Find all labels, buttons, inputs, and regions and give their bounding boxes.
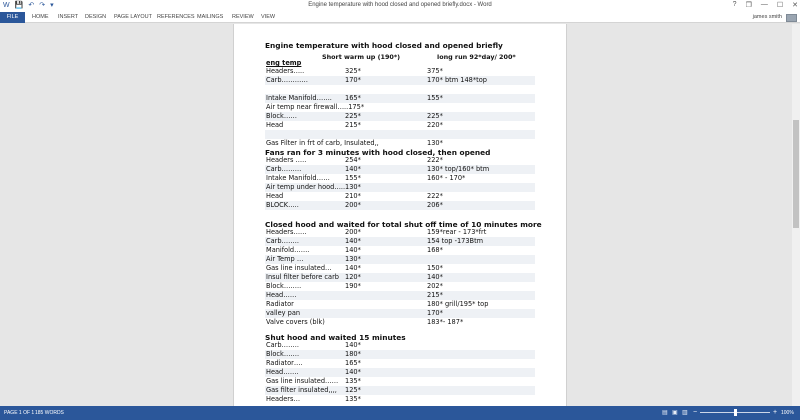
row-label: Head……. — [266, 368, 299, 376]
section4-title: Shut hood and waited 15 minutes — [265, 333, 406, 342]
minimize-icon[interactable]: — — [760, 1, 768, 8]
table-row — [265, 291, 535, 300]
table-row — [265, 192, 535, 201]
row-value-long: 170* btm 148*top — [427, 76, 487, 84]
table-row — [265, 85, 535, 94]
row-value-long: 130* — [427, 139, 443, 147]
row-value-long: 170* — [427, 309, 443, 317]
row-value-short: 254* — [345, 156, 361, 164]
row-value-short: 215* — [345, 121, 361, 129]
close-icon[interactable]: ✕ — [792, 2, 798, 9]
row-label: Gas Filter in frt of carb, Insulated,, — [266, 139, 379, 147]
row-label: Carb……… — [266, 165, 302, 173]
scrollbar-thumb[interactable] — [793, 120, 799, 228]
word-app-icon: W — [3, 2, 10, 9]
table-row — [265, 67, 535, 76]
document-title: Engine temperature with hood closed and opened briefly — [265, 41, 503, 50]
table-row — [265, 368, 535, 377]
table-row — [265, 130, 535, 139]
row-label: Air temp under hood….. — [266, 183, 346, 191]
table-row — [265, 255, 535, 264]
row-value-long: 150* — [427, 264, 443, 272]
row-value-long: 160* - 170* — [427, 174, 466, 182]
row-label: Block…….. — [266, 282, 302, 290]
row-label: Air Temp … — [266, 255, 304, 263]
tab-review[interactable]: REVIEW — [232, 14, 254, 20]
table-row — [265, 341, 535, 350]
maximize-icon[interactable]: ☐ — [776, 2, 784, 9]
row-value-long: 180* grill/195* top — [427, 300, 489, 308]
redo-icon[interactable]: ↷ — [39, 2, 46, 9]
row-label: Gas filter insulated,,,, — [266, 386, 337, 394]
row-label: Headers ….. — [266, 156, 307, 164]
row-value-short: 140* — [345, 165, 361, 173]
table-row — [265, 386, 535, 395]
row-label: Headers… — [266, 395, 301, 403]
row-label: Air temp near firewall…..175* — [266, 103, 365, 111]
row-value-long: 140* — [427, 273, 443, 281]
row-value-long: 130* top/160* btm — [427, 165, 490, 173]
table-row — [265, 377, 535, 386]
row-label: Block……. — [266, 350, 300, 358]
table-row — [265, 112, 535, 121]
row-label: Radiator — [266, 300, 294, 308]
section2-title: Fans ran for 3 minutes with hood closed, then opened — [265, 148, 491, 157]
row-label: Headers….. — [266, 67, 305, 75]
tab-design[interactable]: DESIGN — [85, 14, 107, 20]
table-row — [265, 246, 535, 255]
row-label: Carb…….. — [266, 341, 299, 349]
row-label: Insul filter before carb — [266, 273, 339, 281]
row-label: Headers…… — [266, 228, 307, 236]
table-row — [265, 76, 535, 85]
web-layout-icon[interactable]: ▥ — [682, 410, 688, 416]
table-row — [265, 300, 535, 309]
row-value-short: 165* — [345, 94, 361, 102]
row-label: Valve covers (blk) — [266, 318, 325, 326]
help-icon[interactable]: ? — [732, 1, 737, 8]
row-label: Carb………… — [266, 76, 308, 84]
table-row — [265, 273, 535, 282]
row-value-short: 120* — [345, 273, 361, 281]
print-layout-icon[interactable]: ▣ — [672, 410, 678, 416]
table-row — [265, 156, 535, 165]
zoom-slider[interactable] — [700, 412, 770, 413]
row-value-short: 130* — [345, 183, 361, 191]
table-row — [265, 309, 535, 318]
row-label: Gas line insulated…… — [266, 377, 339, 385]
row-value-long: 375* — [427, 67, 443, 75]
table-row — [265, 121, 535, 130]
read-mode-icon[interactable]: ▤ — [662, 410, 668, 416]
row-value-long: 154 top -173Btm — [427, 237, 484, 245]
row-value-long: 168* — [427, 246, 443, 254]
row-value-short: 165* — [345, 359, 361, 367]
row-value-short: 210* — [345, 192, 361, 200]
window-title: Engine temperature with hood closed and opened briefly.docx - Word — [308, 2, 492, 8]
row-value-short: 140* — [345, 237, 361, 245]
page-count[interactable]: PAGE 1 OF 1 — [4, 410, 35, 416]
row-label: Manifold……. — [266, 246, 310, 254]
row-label: Head…… — [266, 291, 297, 299]
table-row — [265, 183, 535, 192]
row-label: Gas line insulated… — [266, 264, 332, 272]
zoom-slider-knob[interactable] — [734, 409, 737, 416]
row-label: Block…… — [266, 112, 298, 120]
row-value-short: 325* — [345, 67, 361, 75]
zoom-level[interactable]: 100% — [781, 410, 794, 416]
user-name[interactable]: james smith — [752, 14, 782, 20]
tab-view[interactable]: VIEW — [261, 14, 276, 20]
row-value-long: 183*- 187* — [427, 318, 464, 326]
table-row — [265, 264, 535, 273]
vertical-scrollbar[interactable] — [792, 24, 800, 406]
tab-insert[interactable]: INSERT — [58, 14, 79, 20]
tab-home[interactable]: HOME — [32, 14, 49, 20]
table-row — [265, 350, 535, 359]
row-label: Carb…….. — [266, 237, 299, 245]
row-value-short: 125* — [345, 386, 361, 394]
save-icon[interactable]: 💾 — [14, 2, 24, 9]
row-value-short: 140* — [345, 246, 361, 254]
table-row — [265, 165, 535, 174]
row-value-long: 215* — [427, 291, 443, 299]
zoom-in-icon[interactable]: + — [773, 409, 778, 416]
section1-label: eng temp — [266, 59, 302, 67]
status-bar — [0, 406, 800, 420]
row-label: Radiator…. — [266, 359, 303, 367]
row-value-long: 220* — [427, 121, 443, 129]
row-value-short: 135* — [345, 395, 361, 403]
row-value-long: 202* — [427, 282, 443, 290]
table-row — [265, 139, 535, 148]
tab-references[interactable]: REFERENCES — [157, 14, 195, 20]
row-value-short: 200* — [345, 201, 361, 209]
row-label: Head — [266, 121, 284, 129]
row-value-short: 140* — [345, 368, 361, 376]
ribbon-tabs — [0, 12, 800, 23]
customize-qat-icon[interactable]: ▾ — [50, 2, 54, 9]
row-value-short: 140* — [345, 264, 361, 272]
row-label: valley pan — [266, 309, 301, 317]
row-value-short: 155* — [345, 174, 361, 182]
column-head-short: Short warm up (190*) — [322, 53, 401, 61]
row-label: BLOCK….. — [266, 201, 299, 209]
row-value-short: 200* — [345, 228, 361, 236]
row-value-short: 130* — [345, 255, 361, 263]
row-label: Head — [266, 192, 284, 200]
tab-mailings[interactable]: MAILINGS — [197, 14, 224, 20]
column-head-long: long run 92*day/ 200* — [437, 53, 516, 61]
row-value-long: 155* — [427, 94, 443, 102]
table-row — [265, 103, 535, 112]
table-row — [265, 237, 535, 246]
undo-icon[interactable]: ↶ — [28, 2, 35, 9]
row-value-long: 222* — [427, 192, 443, 200]
table-row — [265, 359, 535, 368]
table-row — [265, 94, 535, 103]
row-value-short: 135* — [345, 377, 361, 385]
word-count[interactable]: 185 WORDS — [35, 410, 64, 416]
table-row — [265, 228, 535, 237]
row-value-short: 170* — [345, 76, 361, 84]
ribbon-display-icon[interactable]: ❐ — [745, 2, 752, 9]
row-value-short: 225* — [345, 112, 361, 120]
row-label: Intake Manifold……. — [266, 94, 332, 102]
tab-page-layout[interactable]: PAGE LAYOUT — [114, 14, 153, 20]
zoom-out-icon[interactable]: − — [693, 409, 698, 416]
table-row — [265, 201, 535, 210]
row-value-long: 222* — [427, 156, 443, 164]
row-value-long: 225* — [427, 112, 443, 120]
row-value-short: 180* — [345, 350, 361, 358]
tab-file[interactable]: FILE — [0, 12, 25, 23]
row-value-long: 159*rear - 173*frt — [427, 228, 487, 236]
window-controls — [733, 1, 798, 9]
row-value-short: 140* — [345, 341, 361, 349]
section3-title: Closed hood and waited for total shut off time of 10 minutes more — [265, 220, 542, 229]
row-value-short: 190* — [345, 282, 361, 290]
table-row — [265, 282, 535, 291]
avatar[interactable] — [786, 14, 797, 22]
table-row — [265, 174, 535, 183]
row-label: Intake Manifold…… — [266, 174, 330, 182]
title-bar — [0, 0, 800, 12]
table-row — [265, 318, 535, 327]
row-value-long: 206* — [427, 201, 443, 209]
table-row — [265, 395, 535, 404]
